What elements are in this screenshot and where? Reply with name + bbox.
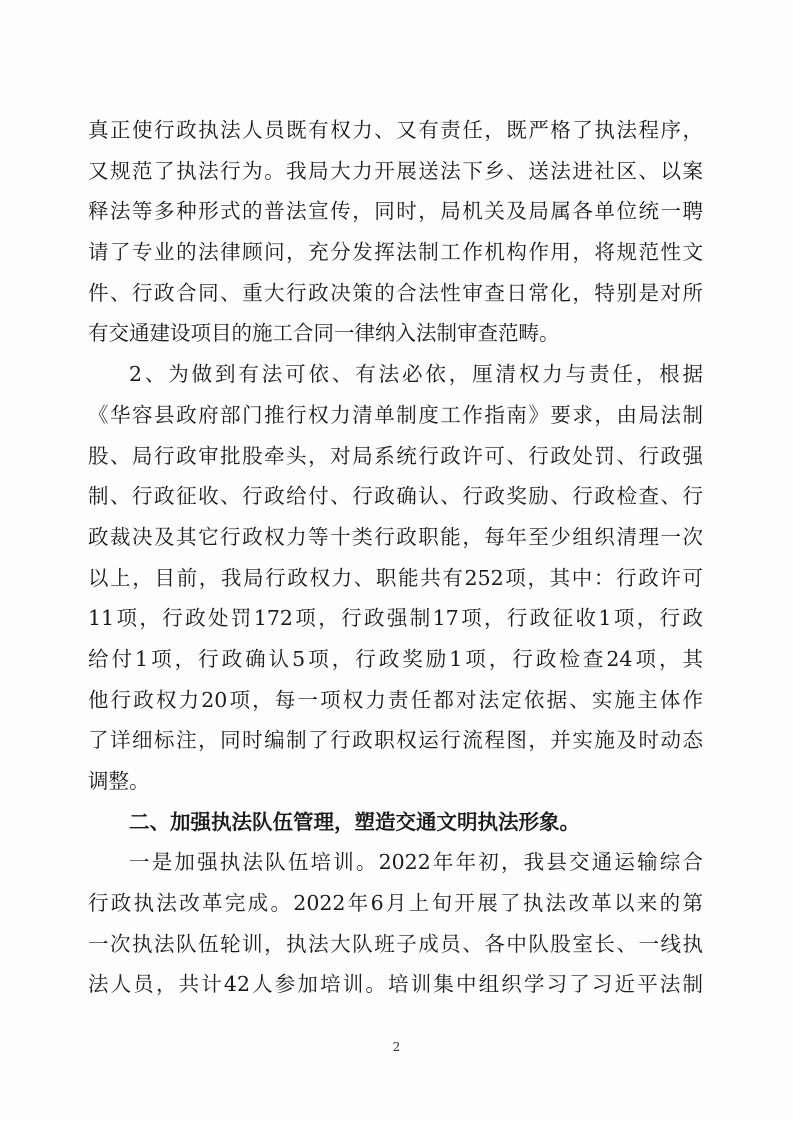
text-line: 政裁决及其它行政权力等十类行政职能，每年至少组织清理一次 [88, 524, 703, 549]
text-line: 调整。 [88, 769, 150, 793]
text-line: 制、行政征收、行政给付、行政确认、行政奖励、行政检查、行 [88, 484, 703, 509]
text-line: 一是加强执法队伍培训。2022年年初，我县交通运输综合 [129, 850, 703, 875]
text-line: 一次执法队伍轮训，执法大队班子成员、各中队股室长、一线执 [88, 931, 703, 956]
text-line: 《华容县政府部门推行权力清单制度工作指南》要求，由局法制 [88, 402, 703, 427]
text-line: 以上，目前，我局行政权力、职能共有252项，其中：行政许可 [88, 565, 703, 590]
text-line: 请了专业的法律顾问，充分发挥法制工作机构作用，将规范性文 [88, 240, 703, 265]
text-line: 2、为做到有法可依、有法必依，厘清权力与责任，根据 [129, 362, 703, 387]
text-line: 行政执法改革完成。2022年6月上旬开展了执法改革以来的第 [88, 891, 703, 916]
text-line: 件、行政合同、重大行政决策的合法性审查日常化，特别是对所 [88, 280, 703, 305]
text-line: 有交通建设项目的施工合同一律纳入法制审查范畴。 [88, 321, 560, 346]
body-text [88, 110, 703, 1005]
text-line: 11项，行政处罚172项，行政强制17项，行政征收1项，行政 [88, 606, 703, 631]
page-number: 2 [392, 1040, 401, 1054]
text-line: 股、局行政审批股牵头，对局系统行政许可、行政处罚、行政强 [88, 443, 703, 468]
text-line: 真正使行政执法人员既有权力、又有责任，既严格了执法程序， [88, 118, 703, 142]
text-line: 他行政权力20项，每一项权力责任都对法定依据、实施主体作 [88, 687, 703, 712]
text-line: 给付1项，行政确认5项，行政奖励1项，行政检查24项，其 [88, 646, 703, 671]
text-line: 法人员，共计42人参加培训。培训集中组织学习了习近平法制 [88, 972, 703, 997]
section-heading: 二、加强执法队伍管理，塑造交通文明执法形象。 [129, 809, 580, 834]
text-line: 了详细标注，同时编制了行政职权运行流程图，并实施及时动态 [88, 728, 703, 753]
text-line: 又规范了执法行为。我局大力开展送法下乡、送法进社区、以案 [88, 158, 703, 183]
text-line: 释法等多种形式的普法宣传，同时，局机关及局属各单位统一聘 [88, 199, 703, 224]
